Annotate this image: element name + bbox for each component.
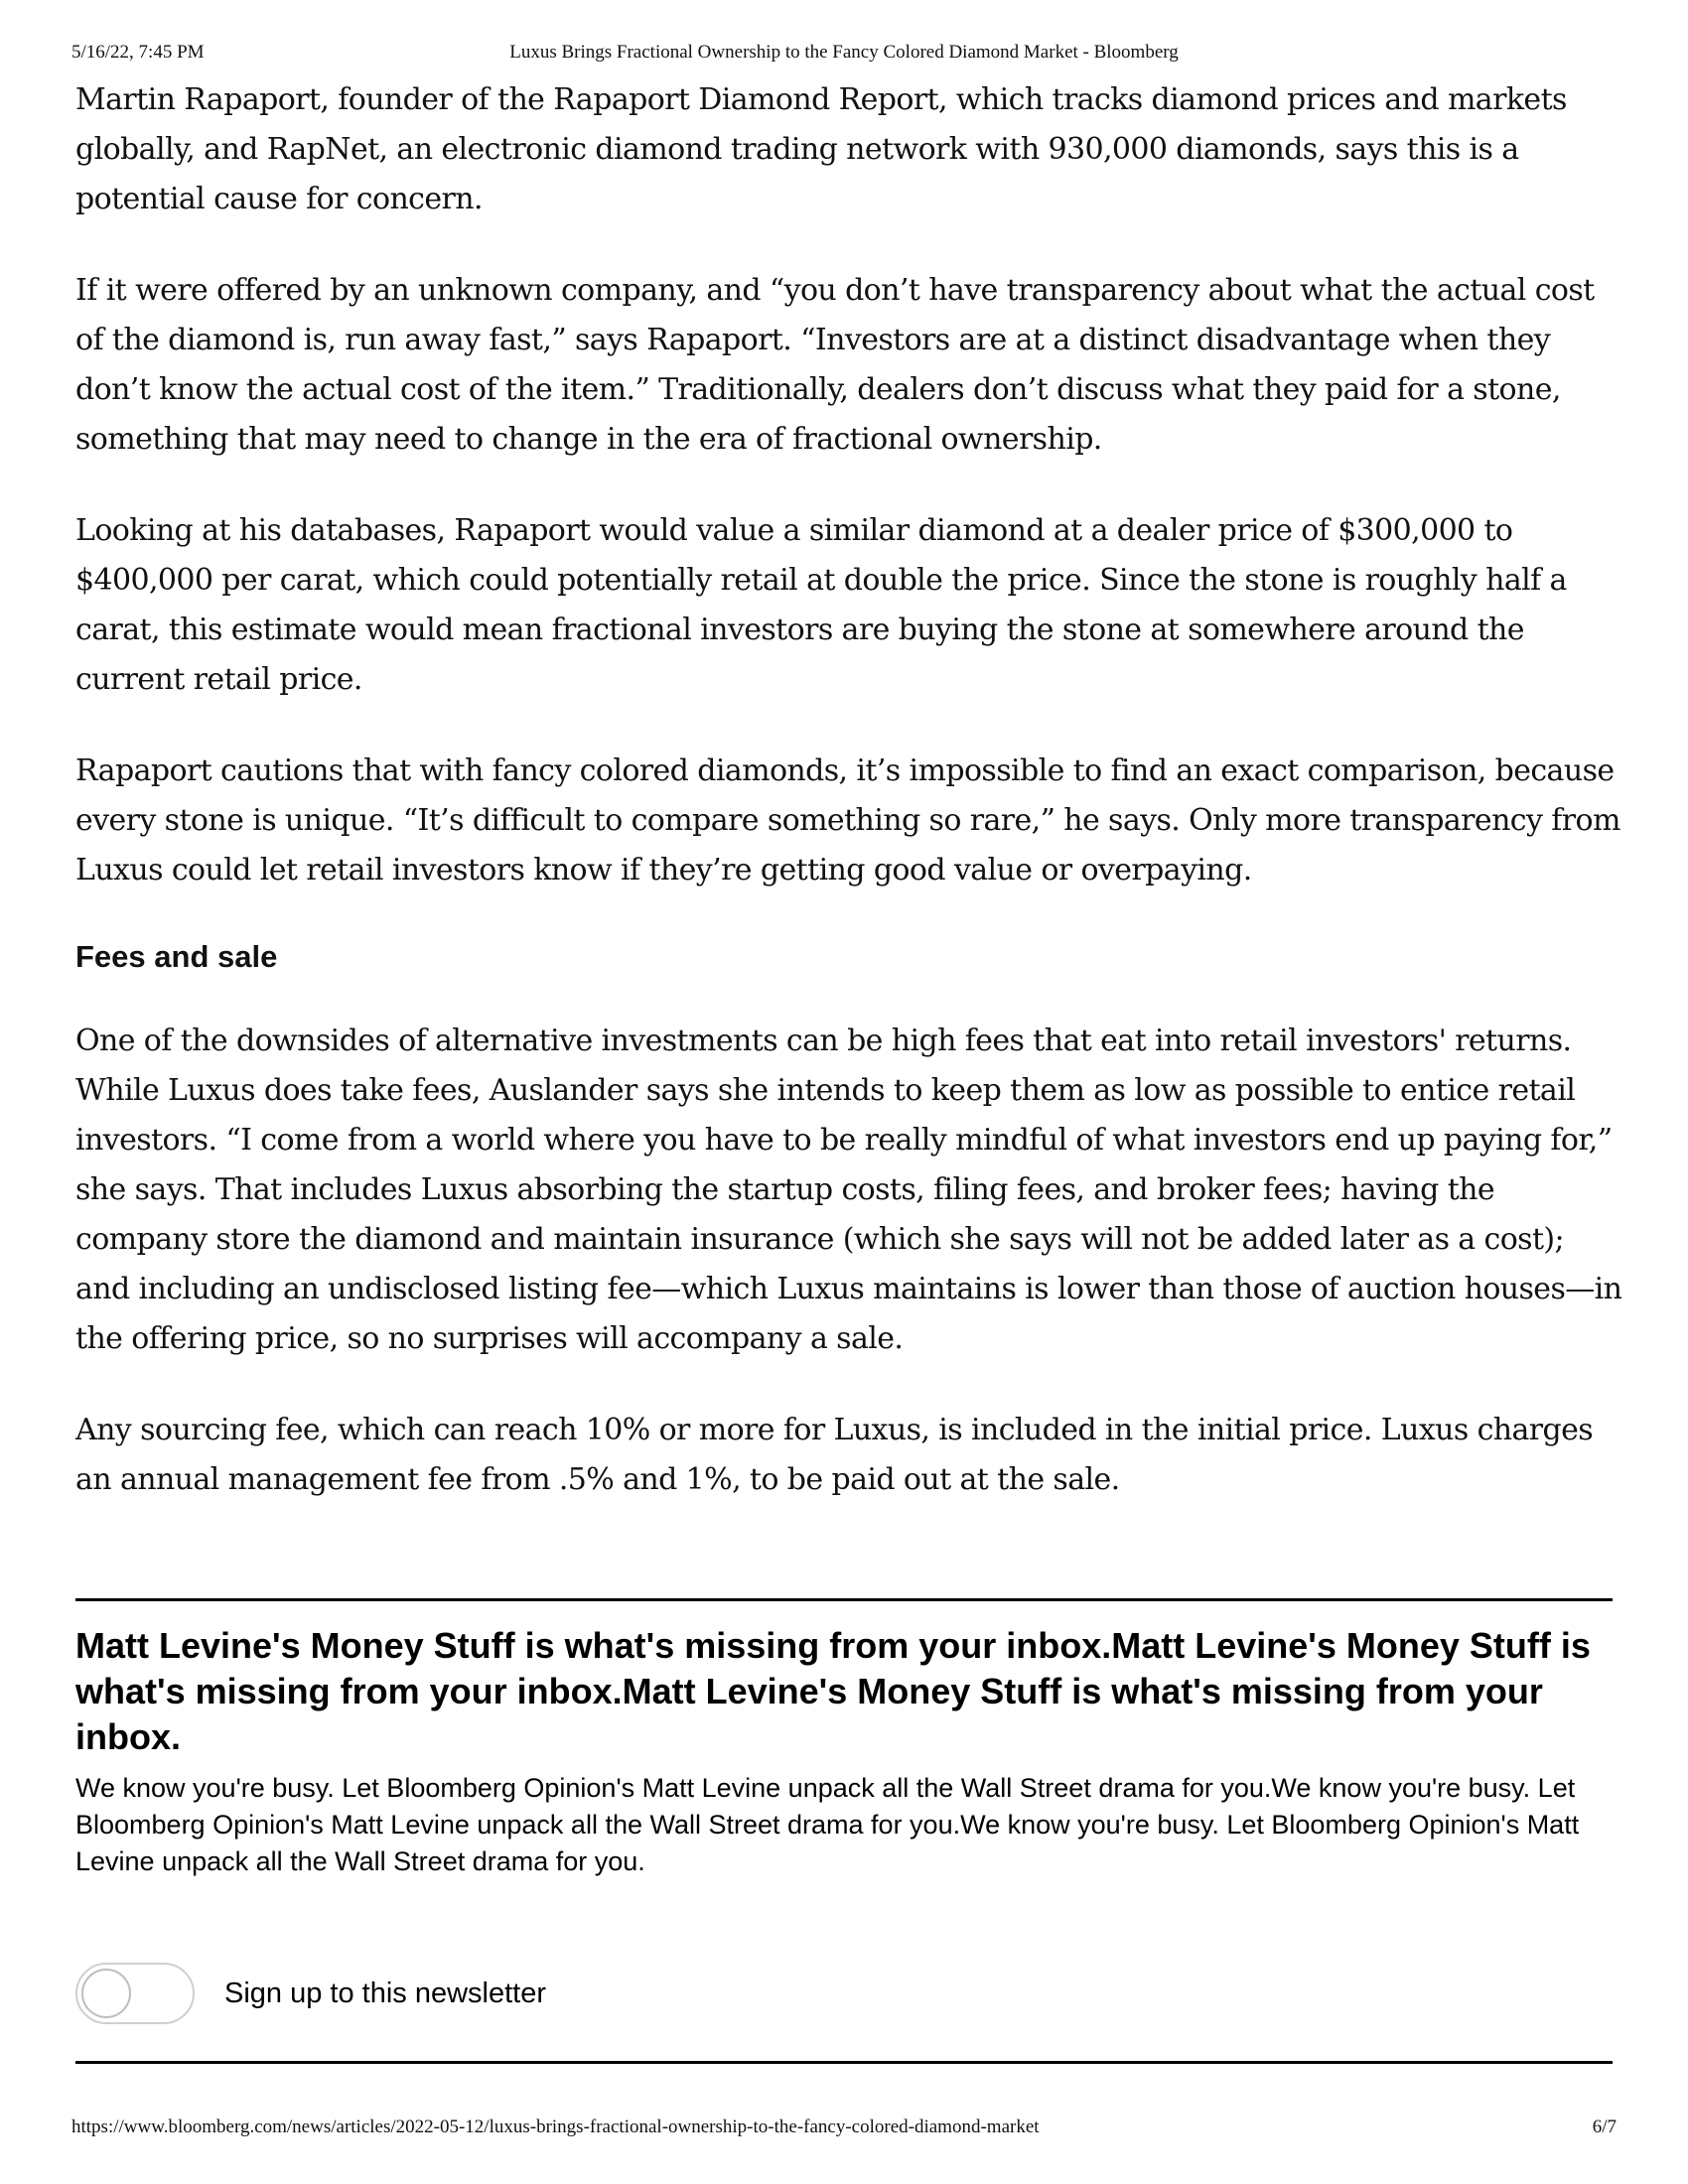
section-subheading: Fees and sale — [75, 939, 278, 974]
article-paragraph: Looking at his databases, Rapaport would value a similar diamond at a dealer price of $300,000 to $400,000 per carat, which could potentially retail at double the price. Since the stone is roughly half a carat, this estimate would mean fractional investors are buying the stone at somewhere around the current retail price. — [75, 513, 1567, 697]
divider — [75, 1598, 1613, 1601]
divider — [75, 2061, 1613, 2064]
newsletter-description: We know you're busy. Let Bloomberg Opinion's Matt Levine unpack all the Wall Street drama for you.We know you're busy. Let Bloomberg Opinion's Matt Levine unpack all the Wall Street drama for you.We know you're busy. Let Bloomberg Opinion's Matt Levine unpack all the Wall Street drama for you. — [75, 1773, 1580, 1876]
article-paragraph: Martin Rapaport, founder of the Rapaport Diamond Report, which tracks diamond prices and markets globally, and RapNet, an electronic diamond trading network with 930,000 diamonds, says this is a potential cause for concern. — [75, 82, 1567, 216]
article-body — [75, 75, 1624, 1547]
print-date: 5/16/22, 7:45 PM — [71, 42, 205, 63]
print-url: https://www.bloomberg.com/news/articles/2022-05-12/luxus-brings-fractional-ownership-to-the-fancy-colored-diamond-market — [71, 2116, 1040, 2137]
newsletter-toggle[interactable] — [75, 1963, 195, 2024]
newsletter-signup — [75, 1960, 1613, 2027]
newsletter-promo — [75, 1598, 1613, 2064]
print-header — [71, 42, 1617, 68]
print-page-title: Luxus Brings Fractional Ownership to the Fancy Colored Diamond Market - Bloomberg — [509, 42, 1179, 63]
article-paragraph: One of the downsides of alternative investments can be high fees that eat into retail investors' returns. While Luxus does take fees, Auslander says she intends to keep them as low as possible to entice retail investors. “I come from a world where you have to be really mindful of what investors end up paying for,” she says. That includes Luxus absorbing the startup costs, filing fees, and broker fees; having the company store the diamond and maintain insurance (which she says will not be added later as a cost); and including an undisclosed listing fee—which Luxus maintains is lower than those of auction houses—in the offering price, so no surprises will accompany a sale. — [75, 1024, 1622, 1356]
toggle-knob — [81, 1969, 131, 2018]
print-footer — [71, 2116, 1617, 2142]
signup-label: Sign up to this newsletter — [224, 1977, 547, 2009]
article-paragraph: Any sourcing fee, which can reach 10% or more for Luxus, is included in the initial price. Luxus charges an annual management fee from .5% and 1%, to be paid out at the sale. — [75, 1413, 1594, 1497]
page-number: 6/7 — [1592, 2116, 1617, 2137]
article-paragraph: Rapaport cautions that with fancy colored diamonds, it’s impossible to find an exact comparison, because every stone is unique. “It’s difficult to compare something so rare,” he says. Only more transparency from Luxus could let retail investors know if they’re getting good value or overpaying. — [75, 753, 1620, 887]
newsletter-title: Matt Levine's Money Stuff is what's missing from your inbox.Matt Levine's Money Stuff is what's missing from your inbox.Matt Levine's Money Stuff is what's missing from your inbox. — [75, 1625, 1591, 1757]
article-paragraph: If it were offered by an unknown company, and “you don’t have transparency about what the actual cost of the diamond is, run away fast,” says Rapaport. “Investors are at a distinct disadvantage when they don’t know the actual cost of the item.” Traditionally, dealers don’t discuss what they paid for a stone, something that may need to change in the era of fractional ownership. — [75, 273, 1595, 457]
